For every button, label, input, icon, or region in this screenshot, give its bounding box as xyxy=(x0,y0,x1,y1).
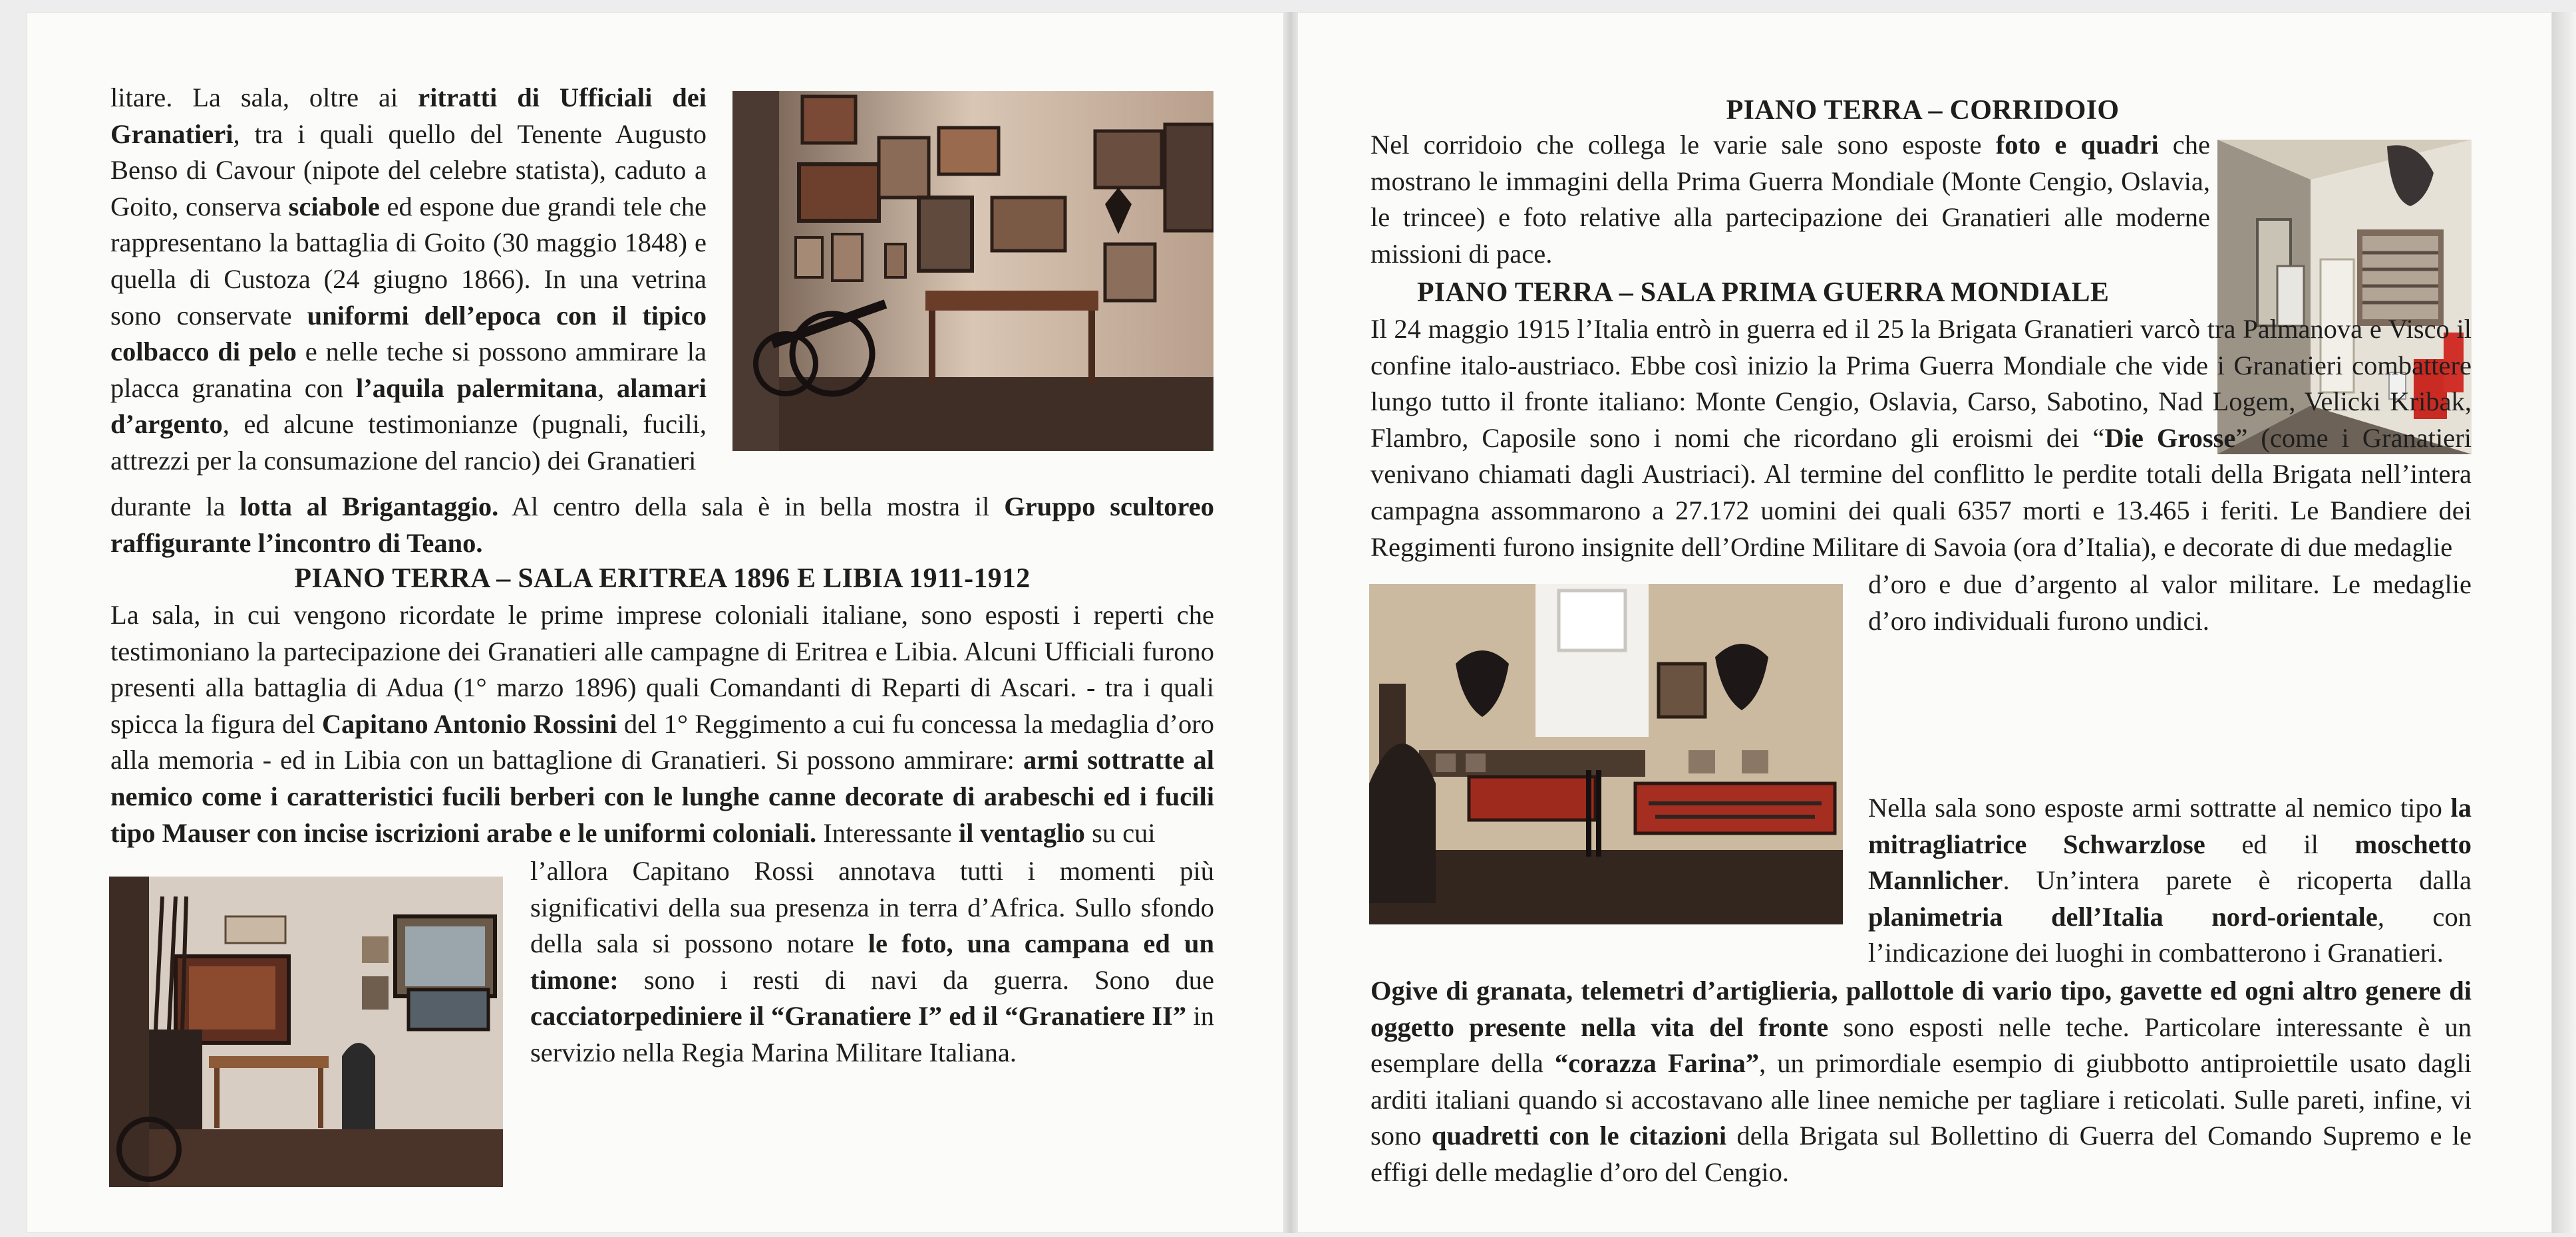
bold-text: il ventaglio xyxy=(958,817,1085,848)
body-text: in servizio nella Regia Marina Militare Italiana. xyxy=(530,1001,1214,1067)
photo-sala-guerra xyxy=(1369,584,1843,924)
bold-text: l’aquila palermitana xyxy=(356,372,598,403)
page-fold xyxy=(1284,12,1297,1233)
text-sala-eritrea-part1 xyxy=(110,597,1214,852)
body-text: sono i resti di navi da guerra. Sono due xyxy=(618,964,1214,995)
body-text: , un primordiale esempio di giubbotto antiproiettile usato dagli arditi italiani quando si accostavano alle linee nemiche per tagliare i reticolati. Sulle pareti, infine, vi sono xyxy=(1370,1048,2472,1151)
bold-text: la mitragliatrice Schwarzlose xyxy=(1868,793,2472,859)
photo-sala-guerra-image xyxy=(1369,584,1843,924)
body-text: ed il xyxy=(2205,829,2355,859)
photo-sala-ritratti-image xyxy=(732,91,1213,451)
heading-sala-guerra: PIANO TERRA – SALA PRIMA GUERRA MONDIALE xyxy=(1416,277,2110,308)
body-text: . Un’intera parete è ricoperta dalla xyxy=(2003,865,2472,896)
bold-text: uniformi dell’epoca con il tipico colbacco di pelo xyxy=(110,300,707,367)
body-text: sono esposti nelle teche. Particolare interessante è un esemplare della xyxy=(1370,1012,2472,1079)
photo-sala-eritrea-image xyxy=(109,877,503,1187)
bold-text: moschetto Mannlicher xyxy=(1868,829,2472,896)
text-sala-ritratti-part2 xyxy=(110,489,1214,562)
booklet-edge xyxy=(2552,12,2576,1233)
text-sala-guerra-part3 xyxy=(1868,790,2472,973)
heading-corridoio: PIANO TERRA – CORRIDOIO xyxy=(1726,95,2120,126)
body-text: , ed alcune testimonianze (pugnali, fucili, attrezzi per la consumazione del rancio) dei Granatieri xyxy=(110,409,707,476)
body-text: l’allora Capitano Rossi annotava tutti i momenti più significativi della sua presenza in terra d’Africa. Sullo sfondo della sala si possono notare xyxy=(530,856,1214,959)
bold-text: alamari d’argento xyxy=(110,372,707,440)
bold-text: quadretti con le citazioni xyxy=(1431,1121,1727,1151)
bold-text: cacciatorpediniere il “Granatiere I” ed il “Granatiere II” xyxy=(530,1001,1187,1031)
text-sala-guerra-part2 xyxy=(1868,567,2472,786)
bold-text: Ogive di granata, telemetri d’artiglieria, pallottole di vario tipo, gavette ed ogni altro genere di oggetto presente nella vita del fronte xyxy=(1370,976,2472,1042)
body-text: ed espone due grandi tele che rappresentano la battaglia di Goito (30 maggio 1848) e quella di Custoza (24 giugno 1866). In una vetrina sono conservate xyxy=(110,191,707,331)
bold-text: le foto, una campana ed un timone: xyxy=(530,928,1214,995)
body-text: durante la xyxy=(110,491,240,521)
body-text: Nella sala sono esposte armi sottratte al nemico tipo xyxy=(1868,793,2451,823)
bold-text: ritratti di Ufficiali dei Granatieri xyxy=(110,82,707,149)
body-text: che mostrano le immagini della Prima Guerra Mondiale (Monte Cengio, Oslavia, le trincee) e foto relative alla partecipazione dei Granatieri alle moderne missioni di pace. xyxy=(1370,130,2211,269)
bold-text: Die Grosse xyxy=(2104,422,2236,453)
body-text: Interessante xyxy=(816,817,959,848)
body-text: della Brigata sul Bollettino di Guerra del Comando Supremo e le effigi delle medaglie d’oro del Cengio. xyxy=(1370,1121,2472,1187)
bold-text: planimetria dell’Italia nord-orientale xyxy=(1868,901,2378,932)
body-text: , con l’indicazione dei luoghi in combatterono i Granatieri. xyxy=(1868,901,2472,968)
body-text: su cui xyxy=(1084,817,1156,848)
bold-text: foto e quadri xyxy=(1995,130,2159,160)
text-sala-guerra-part1 xyxy=(1370,311,2472,565)
text-corridoio xyxy=(1370,127,2210,273)
photo-sala-eritrea xyxy=(109,877,503,1187)
text-sala-ritratti-part1 xyxy=(110,80,707,479)
body-text: ” (come i Granatieri venivano chiamati dagli Austriaci). Al termine del conflitto le perdite totali della Brigata nell’intera campagna assommarono a 27.172 uomini dei quali 6357 morti e 13.465 i feriti. Le Bandiere dei Reggimenti furono insignite dell’Ordine Militare di Savoia (ora d’Italia), e decorate di due medaglie xyxy=(1370,422,2472,562)
bold-text: Capitano Antonio Rossini xyxy=(321,708,617,739)
body-text: , xyxy=(597,372,617,403)
bold-text: Gruppo scultoreo raffigurante l’incontro di Teano. xyxy=(110,491,1215,558)
body-text: d’oro e due d’argento al valor militare. Le medaglie d’oro individuali furono undici. xyxy=(1868,569,2472,636)
body-text: Nel corridoio che collega le varie sale sono esposte xyxy=(1370,130,1996,160)
body-text: litare. La sala, oltre ai xyxy=(110,82,418,112)
body-text: , tra i quali quello del Tenente Augusto Benso di Cavour (nipote del celebre statista), caduto a Goito, conserva xyxy=(110,118,707,221)
body-text: La sala, in cui vengono ricordate le prime imprese coloniali italiane, sono esposti i reperti che testimoniano la partecipazione dei Granatieri alle campagne di Eritrea e Libia. Alcuni Ufficiali furono presenti alla battaglia di Adua (1° marzo 1896) quali Comandanti di Reparti di Ascari. - tra i quali spicca la figura del xyxy=(110,600,1214,739)
body-text: del 1° Reggimento a cui fu concessa la medaglia d’oro alla memoria - ed in Libia con un battaglione di Granatieri. Si possono ammirare: xyxy=(110,708,1214,775)
bold-text: “corazza Farina” xyxy=(1554,1048,1760,1079)
bold-text: lotta al Brigantaggio. xyxy=(240,491,499,521)
body-text: e nelle teche si possono ammirare la placca granatina con xyxy=(110,337,707,403)
photo-sala-ritratti xyxy=(732,91,1213,451)
bold-text: sciabole xyxy=(288,191,380,221)
body-text: Il 24 maggio 1915 l’Italia entrò in guerra ed il 25 la Brigata Granatieri varcò tra Palmanova e Visco il confine italo-austriaco. Ebbe così inizio la Prima Guerra Mondiale che vide i Granatieri combattere lungo tutto il fronte italiano: Monte Cengio, Oslavia, Carso, Sabotino, Nad Logem, Velicki Kribak, Flambro, Caposile sono i nomi che ricordano gli eroismi dei “ xyxy=(1370,314,2472,453)
heading-sala-eritrea: PIANO TERRA – SALA ERITREA 1896 E LIBIA 1911-1912 xyxy=(294,563,1031,594)
text-sala-guerra-part4 xyxy=(1370,973,2472,1192)
bold-text: armi sottratte al nemico come i caratteristici fucili berberi con le lunghe canne decorate di arabeschi ed i fucili tipo Mauser con incise iscrizioni arabe e le uniformi coloniali. xyxy=(110,745,1214,848)
text-sala-eritrea-part2 xyxy=(530,853,1214,1146)
body-text: Al centro della sala è in bella mostra il xyxy=(498,491,1005,521)
